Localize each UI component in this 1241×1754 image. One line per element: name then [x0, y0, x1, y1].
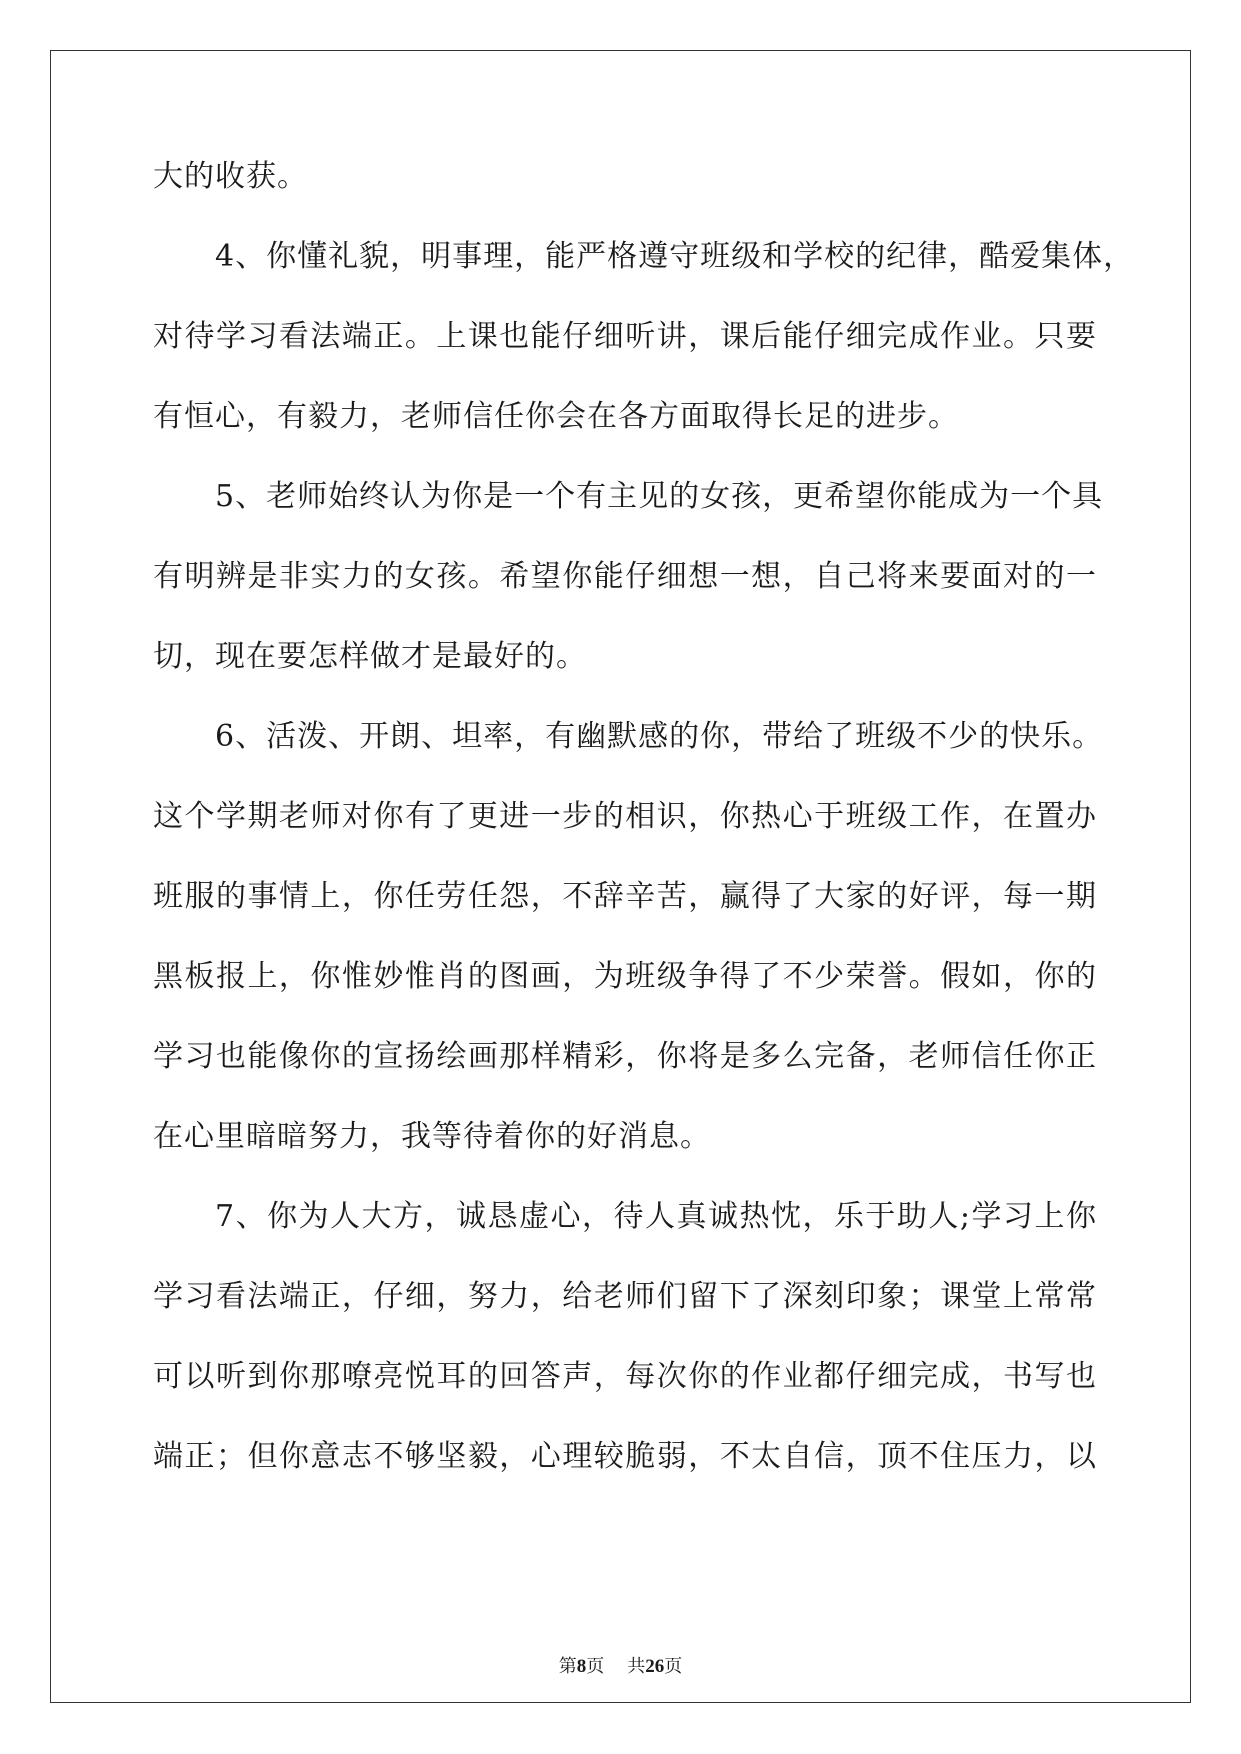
- footer-prefix: 第: [558, 1656, 577, 1677]
- text-line: 端正；但你意志不够坚毅，心理较脆弱，不太自信，顶不住压力，以: [153, 1439, 1097, 1474]
- text-line: 班服的事情上，你任劳任怨，不辞辛苦，赢得了大家的好评，每一期: [153, 879, 1097, 914]
- text-line: 6、活泼、开朗、坦率，有幽默感的你，带给了班级不少的快乐。: [215, 719, 1104, 754]
- text-line: 在心里暗暗努力，我等待着你的好消息。: [153, 1119, 711, 1154]
- footer-total-suffix: 页: [664, 1656, 683, 1677]
- text-line: 学习看法端正，仔细，努力，给老师们留下了深刻印象；课堂上常常: [153, 1279, 1097, 1314]
- footer-total-prefix: 共: [627, 1656, 646, 1677]
- footer-total-pages: 26: [645, 1656, 665, 1677]
- text-line: 大的收获。: [153, 159, 308, 194]
- text-line: 这个学期老师对你有了更进一步的相识，你热心于班级工作，在置办: [153, 799, 1097, 834]
- text-line: 7、你为人大方，诚恳虚心，待人真诚热忱，乐于助人;学习上你: [215, 1199, 1097, 1234]
- document-body: [153, 157, 1135, 1517]
- text-line: 学习也能像你的宣扬绘画那样精彩，你将是多么完备，老师信任你正: [153, 1039, 1097, 1074]
- text-line: 5、老师始终认为你是一个有主见的女孩，更希望你能成为一个具: [215, 479, 1104, 514]
- text-line: 对待学习看法端正。上课也能仔细听讲，课后能仔细完成作业。只要: [153, 319, 1097, 354]
- text-line: 黑板报上，你惟妙惟肖的图画，为班级争得了不少荣誉。假如，你的: [153, 959, 1097, 994]
- text-line: 有恒心，有毅力，老师信任你会在各方面取得长足的进步。: [153, 399, 959, 434]
- text-line: 切，现在要怎样做才是最好的。: [153, 639, 587, 674]
- footer-page-suffix: 页: [586, 1656, 605, 1677]
- text-line: 可以听到你那嘹亮悦耳的回答声，每次你的作业都仔细完成，书写也: [153, 1359, 1097, 1394]
- text-line: 有明辨是非实力的女孩。希望你能仔细想一想，自己将来要面对的一: [153, 559, 1097, 594]
- page-footer: [0, 1656, 1241, 1678]
- footer-page-number: 8: [576, 1656, 587, 1677]
- text-line: 4、你懂礼貌，明事理，能严格遵守班级和学校的纪律，酷爱集体，: [215, 239, 1135, 274]
